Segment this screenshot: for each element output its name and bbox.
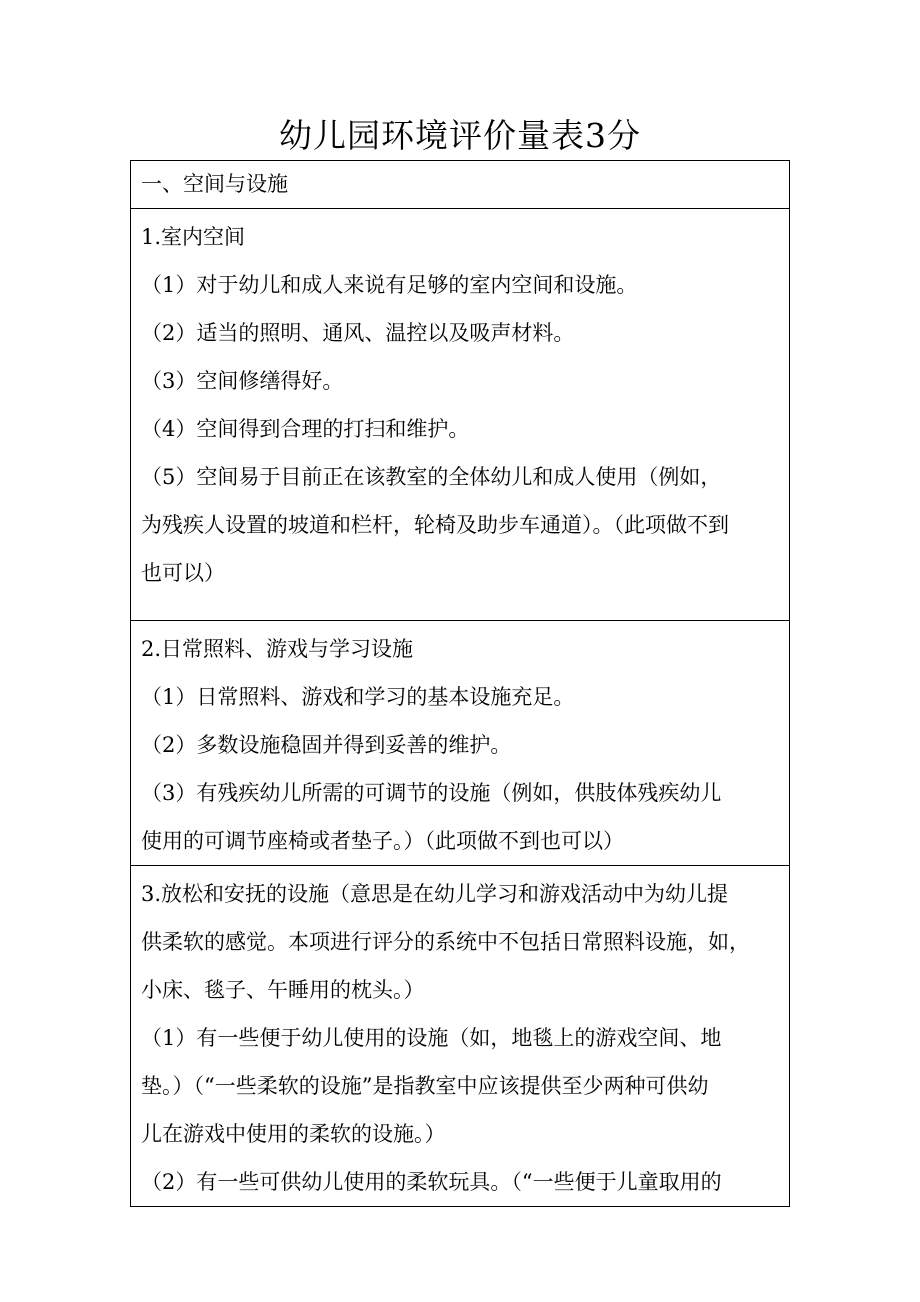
item-line: （3）有残疾幼儿所需的可调节的设施（例如，供肢体残疾幼儿 xyxy=(141,781,722,805)
item-line: （3）空间修缮得好。 xyxy=(141,369,344,393)
item-line: （5）空间易于目前正在该教室的全体幼儿和成人使用（例如， xyxy=(141,465,722,489)
item-line: 使用的可调节座椅或者垫子。）（此项做不到也可以） xyxy=(141,829,624,853)
item-line: （1）对于幼儿和成人来说有足够的室内空间和设施。 xyxy=(141,273,638,297)
item-line: （1）日常照料、游戏和学习的基本设施充足。 xyxy=(141,685,575,709)
item-row-relaxation-facilities xyxy=(131,866,790,1207)
item-line: （2）适当的照明、通风、温控以及吸声材料。 xyxy=(141,321,575,345)
item-heading: 3.放松和安抚的设施（意思是在幼儿学习和游戏活动中为幼儿提 xyxy=(141,882,729,906)
item-line: （2）多数设施稳固并得到妥善的维护。 xyxy=(141,733,512,757)
item-heading: 2.日常照料、游戏与学习设施 xyxy=(141,637,414,661)
item-line: 儿在游戏中使用的柔软的设施。） xyxy=(141,1122,446,1146)
item-cell xyxy=(131,621,790,866)
item-line: 垫。）（“一些柔软的设施”是指教室中应该提供至少两种可供幼 xyxy=(141,1074,709,1098)
section-header: 一、空间与设施 xyxy=(141,172,288,196)
evaluation-table xyxy=(130,160,790,1207)
section-row xyxy=(131,161,790,209)
item-cell xyxy=(131,866,790,1207)
item-heading: 1.室内空间 xyxy=(141,225,246,249)
item-line: 也可以） xyxy=(141,561,225,585)
item-row-indoor-space xyxy=(131,209,790,621)
item-line: （2）有一些可供幼儿使用的柔软玩具。（“一些便于儿童取用的 xyxy=(141,1170,722,1194)
item-line: （1）有一些便于幼儿使用的设施（如，地毯上的游戏空间、地 xyxy=(141,1026,722,1050)
item-line: 小床、毯子、午睡用的枕头。） xyxy=(141,978,425,1002)
item-line: （4）空间得到合理的打扫和维护。 xyxy=(141,417,470,441)
page-title: 幼儿园环境评价量表3分 xyxy=(279,116,641,155)
item-row-care-facilities xyxy=(131,621,790,866)
item-cell xyxy=(131,209,790,621)
item-line: 为残疾人设置的坡道和栏杆，轮椅及助步车通道）。（此项做不到 xyxy=(141,513,729,537)
item-line: 供柔软的感觉。本项进行评分的系统中不包括日常照料设施，如， xyxy=(141,930,750,954)
section-header-cell xyxy=(131,161,790,209)
